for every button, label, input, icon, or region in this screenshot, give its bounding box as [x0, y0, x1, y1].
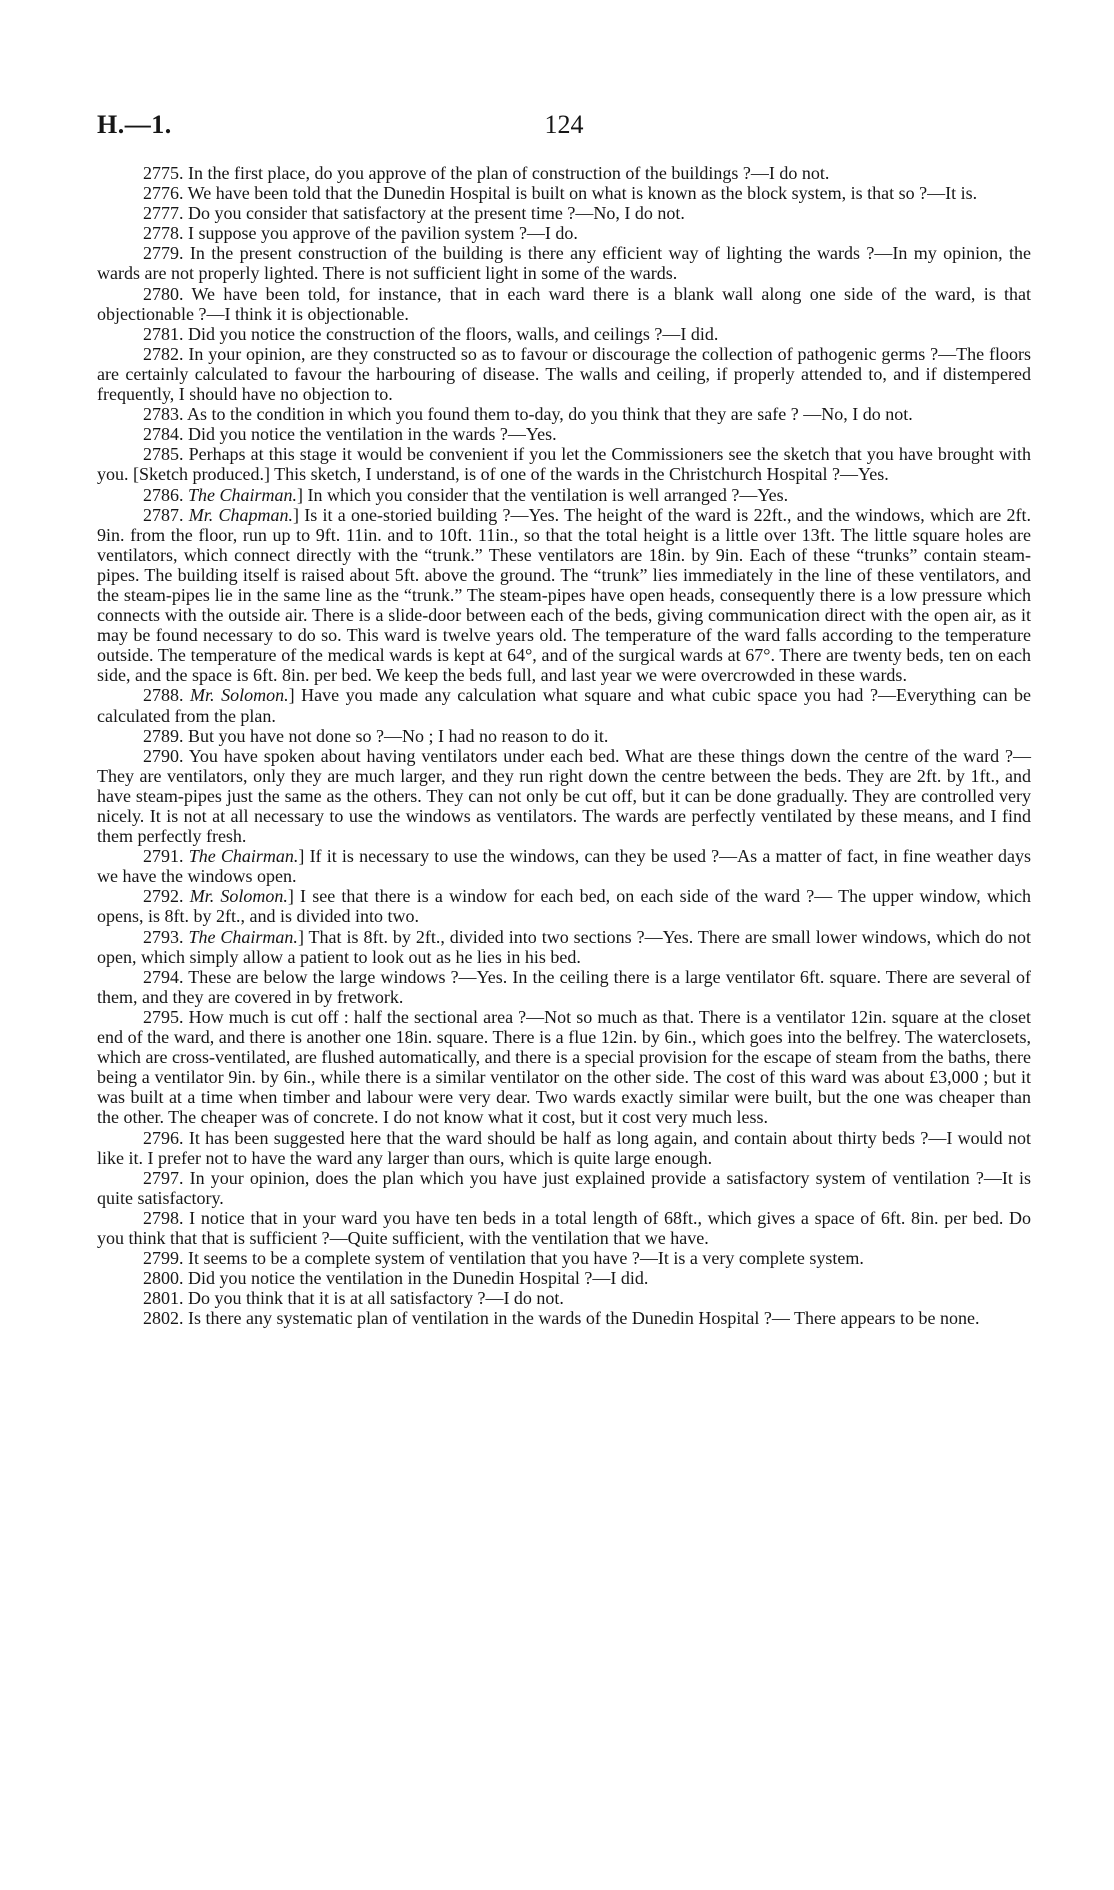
question-number: 2786.: [143, 484, 188, 505]
testimony-paragraph: [97, 685, 1031, 725]
paragraph-text: ] Have you made any calculation what square and what cubic space you had ?—Everything can be calculated from the plan.: [97, 685, 1031, 726]
testimony-paragraph: 2800. Did you notice the ventilation in the Dunedin Hospital ?—I did.: [143, 1268, 649, 1289]
testimony-paragraph: 2799. It seems to be a complete system of ventilation that you have ?—It is a very complete system.: [143, 1248, 864, 1269]
testimony-paragraph: 2789. But you have not done so ?—No ; I had no reason to do it.: [143, 725, 609, 746]
speaker-name: Mr. Solomon.: [190, 685, 289, 706]
testimony-paragraph: [97, 505, 1031, 686]
testimony-paragraph: 2782. In your opinion, are they constructed so as to favour or discourage the collection of pathogenic germs ?—The floors are certainly calculated to favour the harbouring of disease. The walls and ceiling, if properly attended to, and if distempered frequently, I should have no objection to.: [97, 343, 1031, 405]
testimony-paragraph: 2779. In the present construction of the building is there any efficient way of lighting the wards ?—In my opinion, the wards are not properly lighted. There is not sufficient light in some of the wards.: [97, 243, 1031, 284]
testimony-paragraph: 2801. Do you think that it is at all satisfactory ?—I do not.: [143, 1288, 564, 1309]
speaker-name: The Chairman.: [188, 484, 298, 505]
testimony-paragraph: 2781. Did you notice the construction of the floors, walls, and ceilings ?—I did.: [143, 323, 719, 344]
question-number: 2792.: [143, 886, 190, 907]
testimony-paragraph: 2797. In your opinion, does the plan which you have just explained provide a satisfactory system of ventilation ?—It is quite satisfactory.: [97, 1167, 1031, 1208]
speaker-name: The Chairman.: [188, 846, 299, 867]
testimony-paragraph: 2778. I suppose you approve of the pavilion system ?—I do.: [143, 223, 578, 244]
testimony-paragraph: [97, 846, 1031, 886]
testimony-paragraph: 2784. Did you notice the ventilation in the wards ?—Yes.: [143, 424, 557, 445]
testimony-paragraph: 2777. Do you consider that satisfactory at the present time ?—No, I do not.: [143, 203, 685, 224]
testimony-paragraph: 2796. It has been suggested here that the ward should be half as long again, and contain about thirty beds ?—I would not like it. I prefer not to have the ward any larger than ours, which is quite large enough.: [97, 1127, 1031, 1168]
paragraph-text: ] If it is necessary to use the windows, can they be used ?—As a matter of fact, in fine weather days we have the windows open.: [97, 846, 1032, 887]
testimony-paragraph: 2783. As to the condition in which you found them to-day, do you think that they are safe ? —No, I do not.: [143, 404, 913, 425]
question-number: 2791.: [143, 846, 189, 867]
question-number: 2787.: [143, 504, 189, 525]
paragraph-text: ] I see that there is a window for each bed, on each side of the ward ?— The upper window, which opens, is 8ft. by 2ft., and is divided into two.: [97, 886, 1031, 927]
testimony-paragraph: 2776. We have been told that the Dunedin Hospital is built on what is known as the block system, is that so ?—It is.: [143, 183, 978, 204]
testimony-body: [97, 163, 1031, 1328]
testimony-paragraph: [97, 927, 1031, 967]
testimony-paragraph: 2795. How much is cut off : half the sectional area ?—Not so much as that. There is a ventilator 12in. square at the closet end of the ward, and there is another one 18in. square. There is a flue 12in. by 6in., which goes into the belfrey. The waterclosets, which are cross-ventilated, are flushed automatically, and there is a special provision for the escape of steam from the baths, there being a ventilator 9in. by 6in., while there is a similar ventilator on the other side. The cost of this ward was about £3,000 ; but it was built at a time when timber and labour were very dear. Two wards exactly similar were built, but the one was cheaper than the other. The cheaper was of concrete. I do not know what it cost, but it cost very much less.: [97, 1006, 1031, 1128]
question-number: 2793.: [143, 926, 189, 947]
testimony-paragraph: 2790. You have spoken about having ventilators under each bed. What are these things down the centre of the ward ?—They are ventilators, only they are much larger, and they run right down the centre between the beds. They are 2ft. by 1ft., and have steam-pipes just the same as the others. They can not only be cut off, but it can be done gradually. They are controlled very nicely. It is not at all necessary to use the windows as ventilators. The wards are perfectly ventilated by these means, and I find them perfectly fresh.: [97, 745, 1031, 847]
speaker-name: Mr. Solomon.: [189, 886, 288, 907]
paragraph-text: ] In which you consider that the ventilation is well arranged ?—Yes.: [297, 484, 789, 505]
testimony-paragraph: 2780. We have been told, for instance, that in each ward there is a blank wall along one side of the ward, is that objectionable ?—I think it is objectionable.: [97, 283, 1031, 324]
page-number: 124: [544, 110, 584, 139]
speaker-name: The Chairman.: [188, 926, 298, 947]
testimony-paragraph: [97, 886, 1031, 926]
testimony-paragraph: [97, 485, 1031, 505]
page-header: [97, 110, 1031, 150]
paragraph-text: ] That is 8ft. by 2ft., divided into two sections ?—Yes. There are small lower windows, which do not open, which simply allow a patient to look out as he lies in his bed.: [97, 926, 1032, 967]
speaker-name: Mr. Chapman.: [188, 504, 294, 525]
testimony-paragraph: 2775. In the first place, do you approve of the plan of construction of the buildings ?—I do not.: [143, 163, 830, 183]
testimony-paragraph: 2798. I notice that in your ward you have ten beds in a total length of 68ft., which gives a space of 6ft. 8in. per bed. Do you think that that is sufficient ?—Quite sufficient, with the ventilation that we have.: [97, 1207, 1031, 1248]
paragraph-text: ] Is it a one-storied building ?—Yes. The height of the ward is 22ft., and the windows, which are 2ft. 9in. from the floor, run up to 9ft. 11in. and to 10ft. 11in., so that the total height is a little over 13ft. The little square holes are ventilators, which connect directly with the “trunk.” These ventilators are 18in. by 9in. Each of these “trunks” contain steam-pipes. The building itself is raised about 5ft. above the ground. The “trunk” lies immediately in the line of these ventilators, and the steam-pipes lie in the same line as the “trunk.” The steam-pipes have open heads, consequently there is a low pressure which connects with the outside air. There is a slide-door between each of the beds, giving communication direct with the open air, as it may be found necessary to do so. This ward is twelve years old. The temperature of the ward falls according to the temperature outside. The temperature of the medical wards is kept at 64°, and of the surgical wards at 67°. There are twenty beds, ten on each side, and the space is 6ft. 8in. per bed. We keep the beds full, and last year we were overcrowded in these wards.: [97, 504, 1032, 686]
testimony-paragraph: 2785. Perhaps at this stage it would be convenient if you let the Commissioners see the sketch that you have brought with you. [Sketch produced.] This sketch, I understand, is of one of the wards in the Christchurch Hospital ?—Yes.: [97, 444, 1031, 485]
question-number: 2788.: [143, 685, 191, 706]
testimony-paragraph: 2794. These are below the large windows ?—Yes. In the ceiling there is a large ventilator 6ft. square. There are several of them, and they are covered in by fretwork.: [97, 966, 1031, 1007]
document-reference: H.—1.: [97, 110, 172, 139]
testimony-paragraph: 2802. Is there any systematic plan of ventilation in the wards of the Dunedin Hospital ?— There appears to be none.: [143, 1308, 980, 1329]
